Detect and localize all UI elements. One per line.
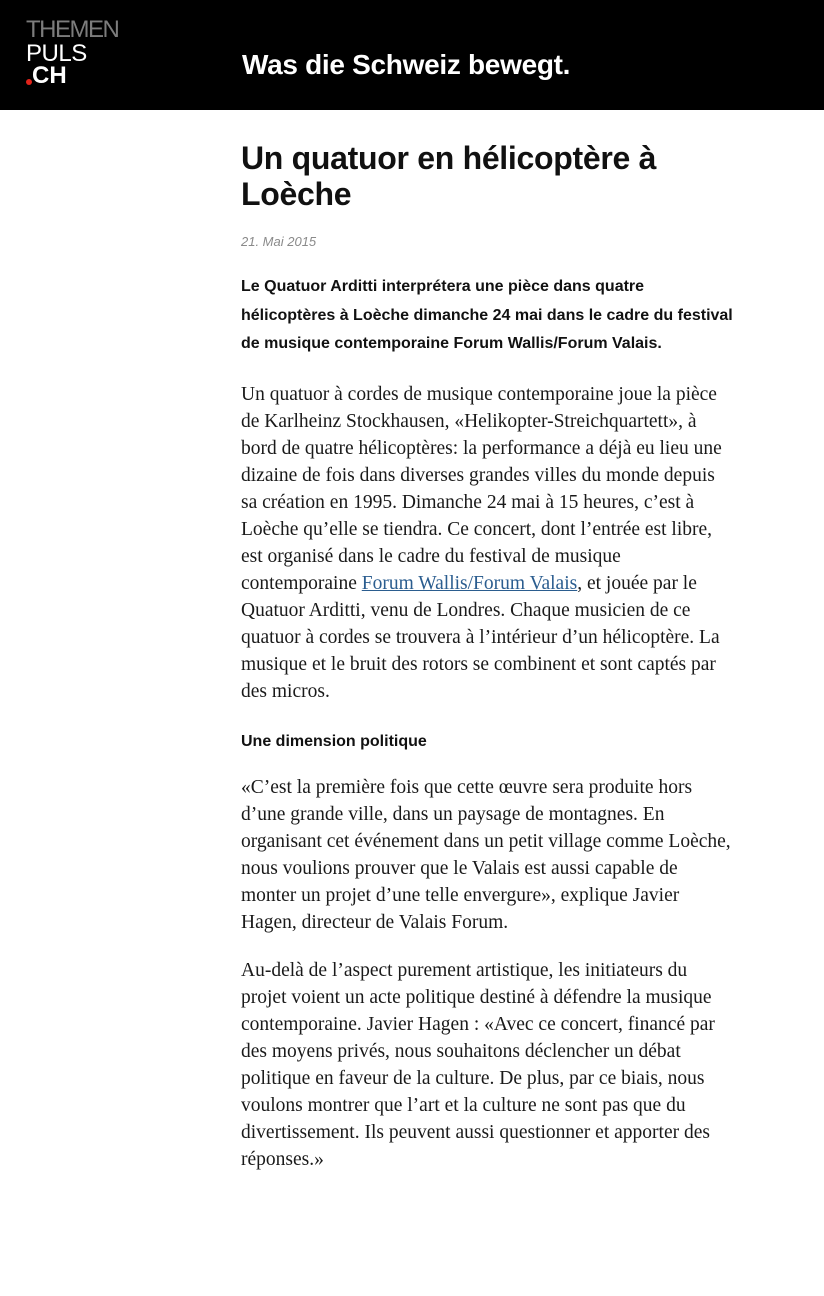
article-title: Un quatuor en hélicoptère à Loèche <box>241 140 657 212</box>
themenpuls-logo[interactable] <box>26 18 136 90</box>
logo-line-ch <box>26 64 67 88</box>
article-paragraph-1 <box>241 381 733 705</box>
article-paragraph-2: «C’est la première fois que cette œuvre sera produite hors d’une grande ville, dans un paysage de montagnes. En organisant cet événement dans un petit village comme Loèche, nous voulions prouver que le Valais est aussi capable de monter un projet d’une telle envergure», explique Javier Hagen, directeur de Valais Forum. <box>241 776 731 933</box>
logo-ch-text: CH <box>32 62 67 89</box>
paragraph-1-text-start: Un quatuor à cordes de musique contemporaine joue la pièce de Karlheinz Stockhausen, «Helikopter-Streichquartett», à bord de quatre hélicoptères: la performance a déjà eu lieu une dizaine de fois dans diverses grandes villes du monde depuis sa création en 1995. Dimanche 24 mai à 15 heures, c’est à Loèche qu’elle se tiendra. Ce concert, dont l’entrée est libre, est organisé dans le cadre du festival de musique contemporaine <box>241 383 722 594</box>
article-subheading: Une dimension politique <box>241 732 427 750</box>
paragraph-1-text-end: , et jouée par le Quatuor Arditti, venu de Londres. Chaque musicien de ce quatuor à cordes se trouvera à l’intérieur d’un hélicoptère. La musique et le bruit des rotors se combinent et sont captés par des micros. <box>241 572 720 702</box>
forum-wallis-link[interactable]: Forum Wallis/Forum Valais <box>361 572 578 594</box>
article-paragraph-3: Au-delà de l’aspect purement artistique, les initiateurs du projet voient un acte politique destiné à défendre la musique contemporaine. Javier Hagen : «Avec ce concert, financé par des moyens privés, nous souhaitons déclencher un débat politique en faveur de la culture. De plus, par ce biais, nous voulons montrer que l’art et la culture ne sont pas que du divertissement. Ils peuvent aussi questionner et apporter des réponses.» <box>241 959 715 1170</box>
site-header <box>0 0 824 110</box>
logo-line-puls: PULS <box>26 40 87 67</box>
article-lead: Le Quatuor Arditti interprétera une pièce dans quatre hélicoptères à Loèche dimanche 24 mai dans le cadre du festival de musique contemporaine Forum Wallis/Forum Valais. <box>241 278 733 352</box>
logo-line-themen: THEMEN <box>26 16 119 43</box>
article <box>241 140 733 1173</box>
site-tagline: Was die Schweiz bewegt. <box>242 49 571 80</box>
article-date: 21. Mai 2015 <box>241 234 317 249</box>
